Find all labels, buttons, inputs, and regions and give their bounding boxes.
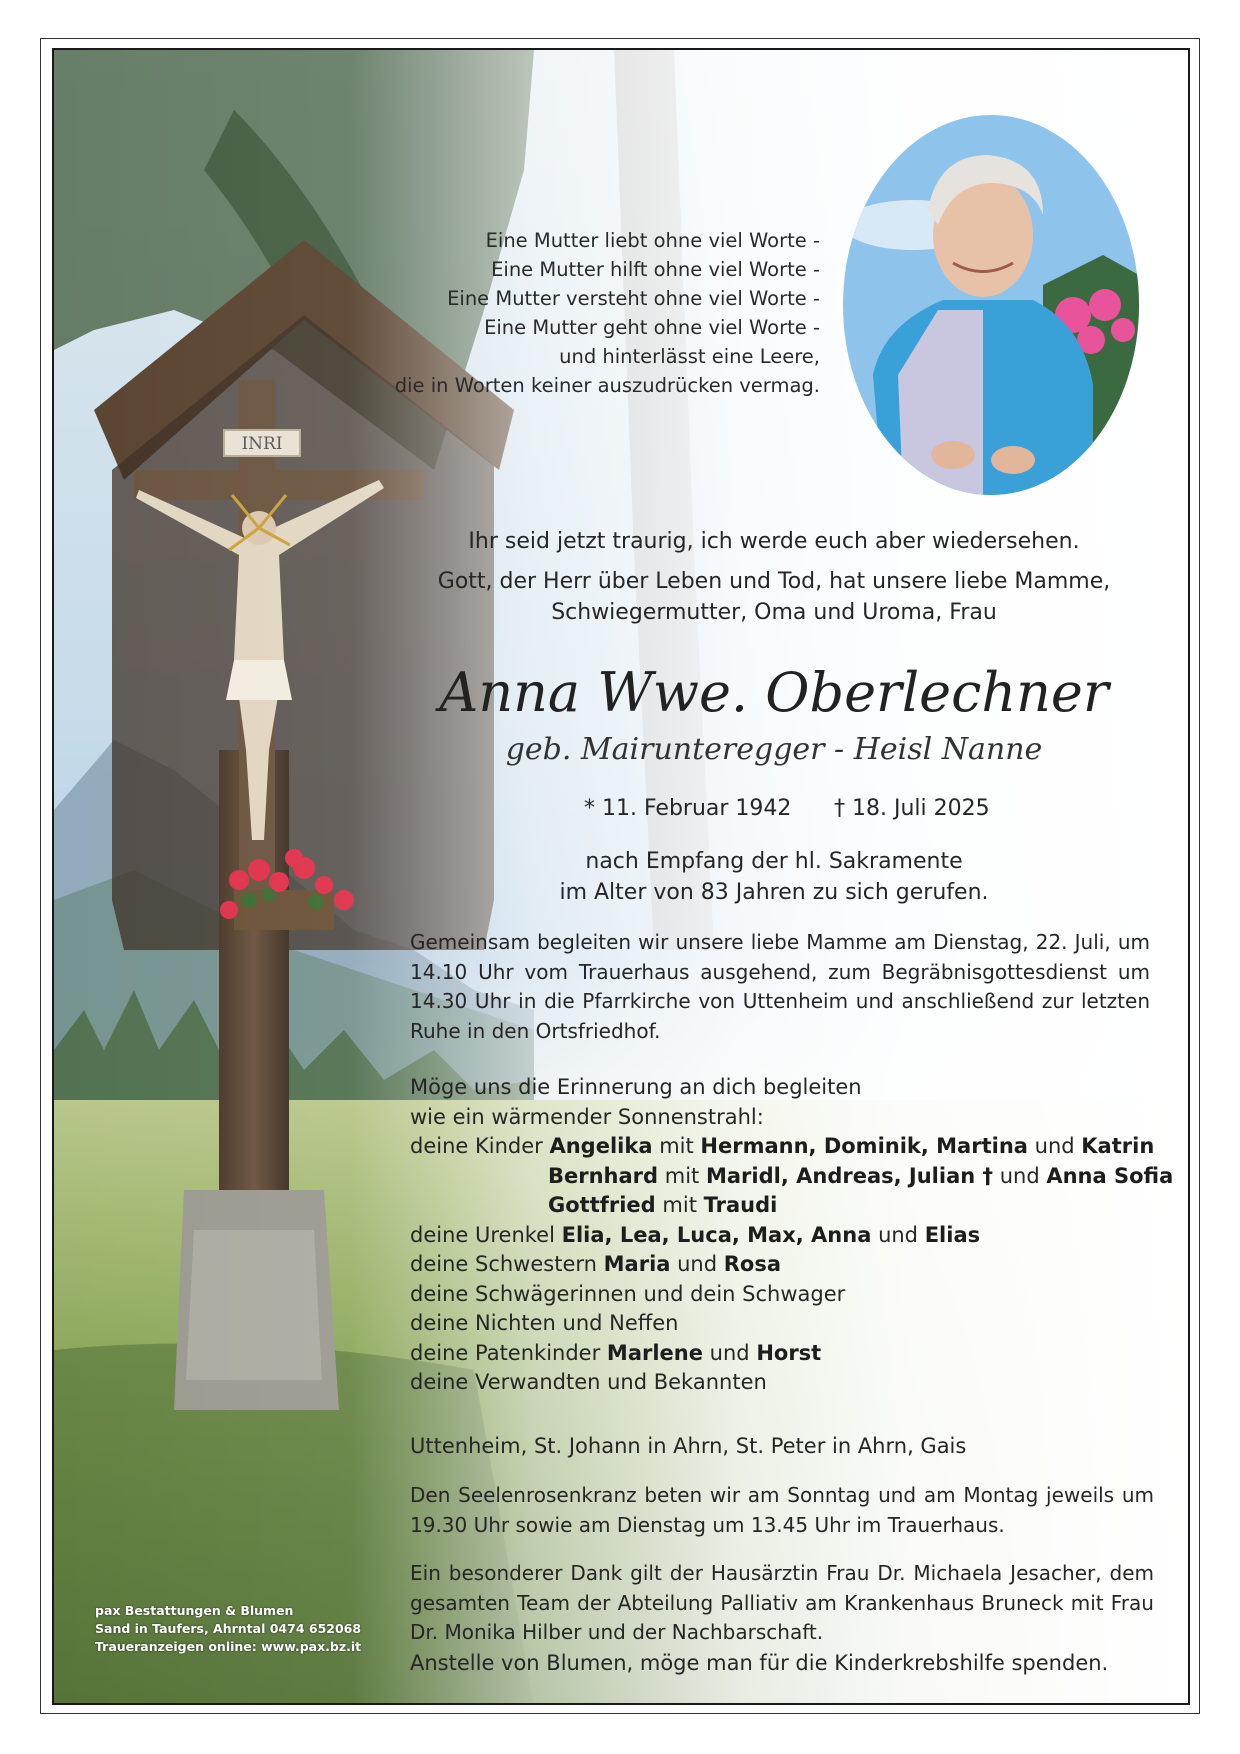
list-connector: und	[677, 1252, 718, 1276]
death-date: † 18. Juli 2025	[834, 796, 990, 821]
list-label: deine Schwestern	[410, 1252, 597, 1276]
nieces-row: deine Nichten und Neffen	[410, 1311, 679, 1335]
poem-line: Eine Mutter versteht ohne viel Worte -	[447, 287, 820, 310]
intro-line: Gott, der Herr über Leben und Tod, hat unsere liebe Mamme,	[437, 569, 1111, 594]
family-names: Katrin	[1081, 1134, 1155, 1158]
mourners-intro: wie ein wärmender Sonnenstrahl:	[410, 1104, 764, 1129]
list-connector: und	[1034, 1134, 1075, 1158]
poem-line: Eine Mutter liebt ohne viel Worte -	[485, 229, 820, 252]
child-name: Bernhard	[548, 1163, 659, 1188]
rosary-paragraph: Den Seelenrosenkranz beten wir am Sonntag und am Montag jeweils um 19.30 Uhr sowie am Dienstag um 13.45 Uhr im Trauerhaus.	[410, 1483, 1154, 1537]
list-connector: mit	[659, 1134, 694, 1158]
footer-line: Sand in Taufers, Ahrntal 0474 652068	[95, 1621, 362, 1636]
children-row	[410, 1162, 1174, 1192]
list-connector: und	[709, 1340, 750, 1365]
list-label: deine Kinder	[410, 1134, 543, 1158]
footer-line: Traueranzeigen online: www.pax.bz.it	[95, 1639, 362, 1654]
poem	[395, 226, 820, 400]
places-line: Uttenheim, St. Johann in Ahrn, St. Peter in Ahrn, Gais	[410, 1434, 967, 1458]
obituary-card	[52, 48, 1190, 1705]
sacraments-line: nach Empfang der hl. Sakramente	[585, 849, 963, 874]
in-laws-row: deine Schwägerinnen und dein Schwager	[410, 1281, 846, 1306]
thanks-paragraph: Ein besonderer Dank gilt der Hausärztin Frau Dr. Michaela Jesacher, dem gesamten Team der Abteilung Palliativ am Krankenhaus Bruneck mit Frau Dr. Monika Hilber und der Nachbarschaft.	[410, 1561, 1154, 1644]
child-name: Angelika	[549, 1134, 653, 1158]
family-names: Marlene	[606, 1340, 703, 1365]
portrait-image	[843, 115, 1139, 495]
family-names: Elias	[924, 1222, 981, 1247]
great-grandchildren-row	[410, 1221, 1170, 1251]
poem-line: Eine Mutter hilft ohne viel Worte -	[491, 258, 820, 281]
family-names: Elia, Lea, Luca, Max, Anna	[561, 1222, 872, 1247]
list-connector: und	[878, 1222, 919, 1247]
poem-line: die in Worten keiner auszudrücken vermag.	[394, 374, 820, 397]
godchildren-row	[410, 1339, 1170, 1369]
relatives-row: deine Verwandten und Bekannten	[410, 1370, 767, 1394]
family-names: Traudi	[703, 1193, 778, 1217]
family-names: Horst	[756, 1340, 822, 1365]
poem-line: Eine Mutter geht ohne viel Worte -	[484, 316, 820, 339]
portrait-photo	[843, 115, 1139, 495]
children-row	[410, 1191, 1170, 1221]
list-connector: mit	[662, 1193, 697, 1217]
mourners-list	[410, 1073, 1174, 1398]
children-row	[410, 1132, 1170, 1162]
life-dates	[384, 796, 1164, 828]
list-connector: und	[999, 1163, 1040, 1188]
intro-quote: Ihr seid jetzt traurig, ich werde euch aber wiedersehen.	[468, 529, 1080, 554]
funeral-home-footer	[95, 1602, 361, 1656]
birth-date: * 11. Februar 1942	[584, 796, 792, 821]
poem-line: und hinterlässt eine Leere,	[559, 345, 820, 368]
mourners-intro: Möge uns die Erinnerung an dich begleiten	[410, 1075, 862, 1099]
list-connector: mit	[664, 1163, 700, 1188]
donation-line: Anstelle von Blumen, möge man für die Kinderkrebshilfe spenden.	[410, 1651, 1109, 1675]
family-names: Maria	[603, 1252, 671, 1276]
list-label: deine Urenkel	[410, 1222, 555, 1247]
footer-line: pax Bestattungen & Blumen	[95, 1603, 294, 1618]
sisters-row	[410, 1250, 1170, 1280]
child-name: Gottfried	[548, 1193, 656, 1217]
age-line: im Alter von 83 Jahren zu sich gerufen.	[559, 880, 989, 905]
family-names: Rosa	[723, 1252, 782, 1276]
family-names: Anna Sofia	[1046, 1163, 1174, 1188]
funeral-paragraph: Gemeinsam begleiten wir unsere liebe Mamme am Dienstag, 22. Juli, um 14.10 Uhr vom Trauerhaus ausgehend, zum Begräbnisgottesdienst um 14.30 Uhr in die Pfarrkirche von Uttenheim und anschließend zur letzten Ruhe in den Ortsfriedhof.	[410, 930, 1150, 1043]
family-names: Hermann, Dominik, Martina	[700, 1134, 1028, 1158]
family-names: Maridl, Andreas, Julian †	[705, 1163, 994, 1188]
deceased-name: Anna Wwe. Oberlechner	[439, 661, 1109, 724]
deceased-maiden-name: geb. Mairunteregger - Heisl Nanne	[505, 732, 1043, 767]
intro-line: Schwiegermutter, Oma und Uroma, Frau	[551, 600, 997, 625]
list-label: deine Patenkinder	[410, 1340, 601, 1365]
